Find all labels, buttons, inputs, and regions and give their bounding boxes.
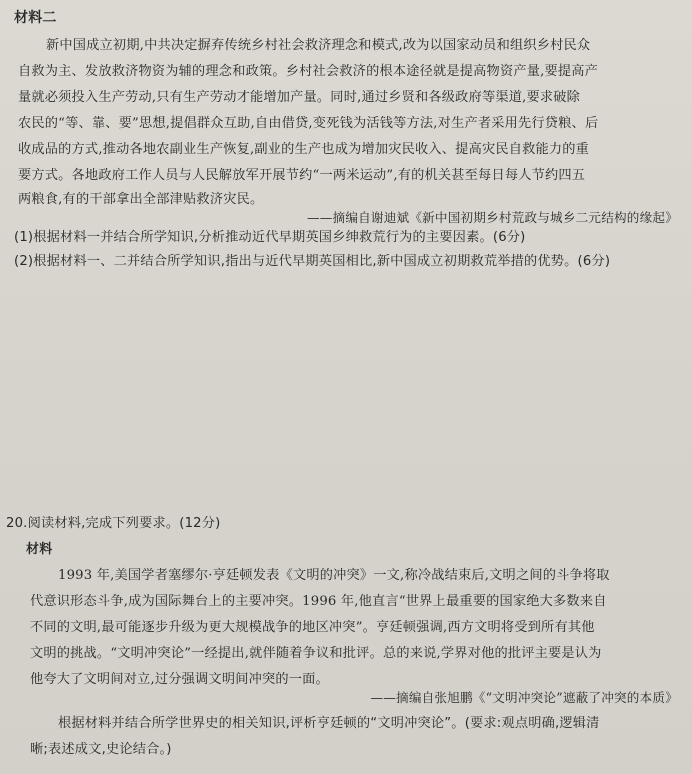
question-20-instruction: 根据材料并结合所学世界史的相关知识,评析亨廷顿的“文明冲突论”。(要求:观点明确,逻辑清 <box>58 716 600 731</box>
question-20-instruction: 晰;表述成文,史论结合。) <box>30 742 172 757</box>
material-2-source: ——摘编自谢迪斌《新中国初期乡村荒政与城乡二元结构的缘起》 <box>306 210 678 225</box>
question-20-source: ——摘编自张旭鹏《“文明冲突论”遮蔽了冲突的本质》 <box>370 690 678 705</box>
material-2-line: 自救为主、发放救济物资为辅的理念和政策。乡村社会救济的根本途径就是提高物资产量,要提高产 <box>18 64 599 79</box>
question-20-material-line: 不同的文明,最可能逐步升级为更大规模战争的地区冲突”。亨廷顿强调,西方文明将受到所有其他 <box>30 620 595 635</box>
material-2-line: 要方式。各地政府工作人员与人民解放军开展节约“一两米运动”,有的机关甚至每日每人节约四五 <box>18 168 586 183</box>
material-2-line: 收成品的方式,推动各地农副业生产恢复,副业的生产也成为增加灾民收入、提高灾民自救能力的重 <box>18 142 590 157</box>
material-2-line: 两粮食,有的干部拿出全部津贴救济灾民。 <box>18 192 264 207</box>
question-20-material-label: 材料 <box>26 542 53 557</box>
question-20-material-line: 他夸大了文明间对立,过分强调文明间冲突的一面。 <box>30 672 329 687</box>
material-2-line: 农民的“等、靠、要”思想,提倡群众互助,自由借贷,变死钱为活钱等方法,对生产者采用先行贷粮、后 <box>18 116 599 131</box>
question-20-title: 20.阅读材料,完成下列要求。(12分) <box>6 516 221 531</box>
material-2-line: 量就必须投入生产劳动,只有生产劳动才能增加产量。同时,通过乡贤和各级政府等渠道,要求破除 <box>18 90 581 105</box>
question-20-material-line: 1993 年,美国学者塞缪尔·亨廷顿发表《文明的冲突》一文,称冷战结束后,文明之间的斗争将取 <box>58 568 610 583</box>
material-2-heading: 材料二 <box>14 10 57 26</box>
question-20-material-line: 文明的挑战。“文明冲突论”一经提出,就伴随着争议和批评。总的来说,学界对他的批评主要是认为 <box>30 646 602 661</box>
question-19-2: (2)根据材料一、二并结合所学知识,指出与近代早期英国相比,新中国成立初期救荒举措的优势。(6分) <box>14 254 611 269</box>
material-2-line: 新中国成立初期,中共决定摒弃传统乡村社会救济理念和模式,改为以国家动员和组织乡村民众 <box>46 38 591 53</box>
question-19-1: (1)根据材料一并结合所学知识,分析推动近代早期英国乡绅救荒行为的主要因素。(6分) <box>14 230 526 245</box>
question-20-material-line: 代意识形态斗争,成为国际舞台上的主要冲突。1996 年,他直言“世界上最重要的国家绝大多数来自 <box>30 594 607 609</box>
